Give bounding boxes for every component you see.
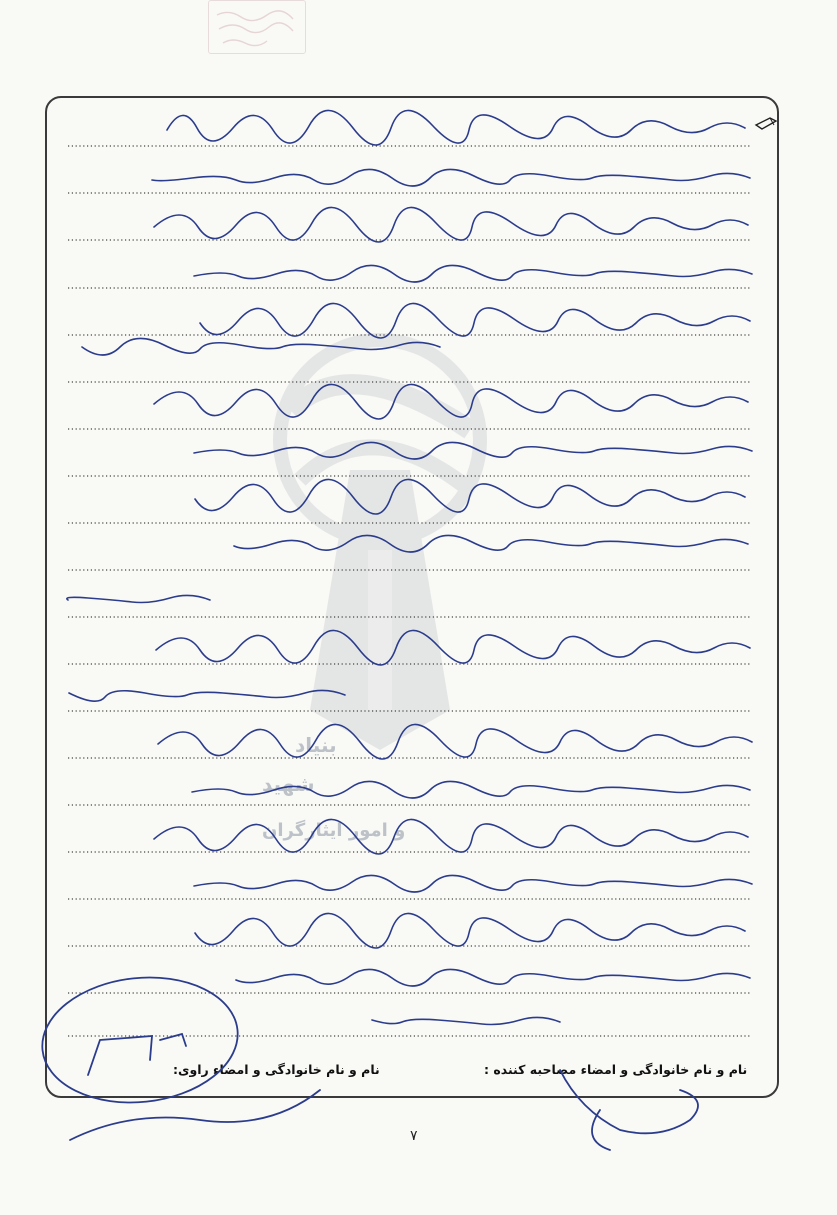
interviewer-signature-label: نام و نام خانوادگی و امضاء مصاحبه کننده : [484,1062,748,1077]
narrator-signature-label: نام و نام خانوادگی و امضاء راوی: [173,1062,380,1077]
watermark-text-3: و امور ایثارگران [262,820,406,841]
watermark-text-2: شهید [262,772,315,796]
page-number: ۷ [410,1128,418,1144]
watermark-text-1: بنیاد [295,733,337,757]
